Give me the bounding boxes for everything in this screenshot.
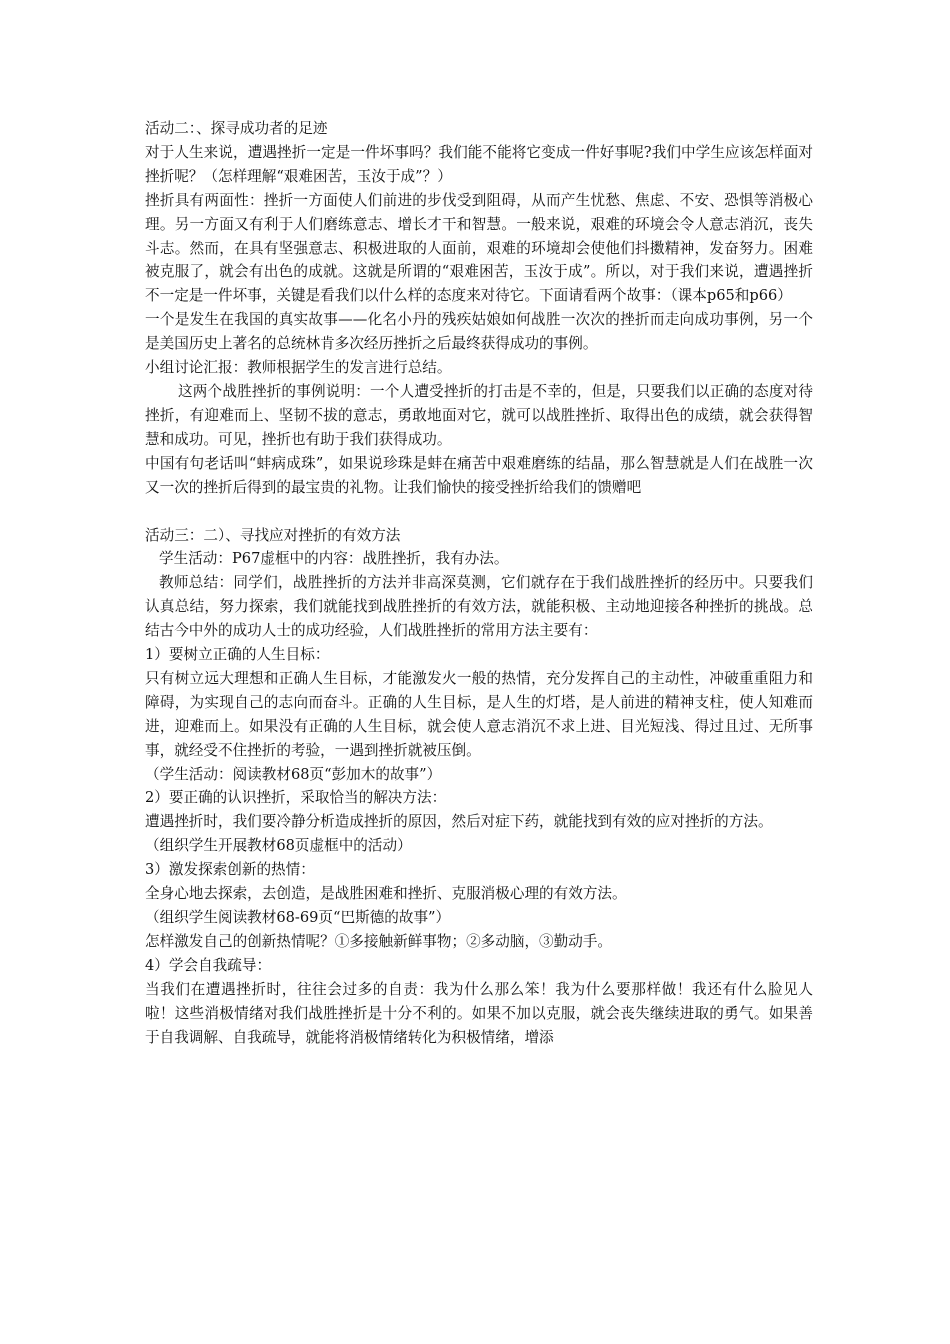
document-body bbox=[145, 117, 813, 1049]
method-4-heading: 4）学会自我疏导： bbox=[145, 956, 272, 974]
method-1-paragraph: 只有树立远大理想和正确人生目标，才能激发火一般的热情，充分发挥自己的主动性，冲破重重阻力和障碍，为实现自己的志向而奋斗。正确的人生目标，是人生的灯塔，是人前进的精神支柱，使人知难而进，迎难而上。如果没有正确的人生目标，就会使人意志消沉不求上进、目光短浅、得过且过、无所事事，就经受不住挫折的考验，一遇到挫折就被压倒。 bbox=[145, 669, 813, 759]
teacher-summary-paragraph: 教师总结：同学们，战胜挫折的方法并非高深莫测，它们就存在于我们战胜挫折的经历中。只要我们认真总结，努力探索，我们就能找到战胜挫折的有效方法，就能积极、主动地迎接各种挫折的挑战。总结古今中外的成功人士的成功经验，人们战胜挫折的常用方法主要有： bbox=[145, 574, 813, 640]
activity-three-heading: 活动三：二）、寻找应对挫折的有效方法 bbox=[145, 526, 401, 544]
group-discussion-line: 小组讨论汇报：教师根据学生的发言进行总结。 bbox=[145, 359, 452, 377]
method-3-activity-note: （组织学生阅读教材68-69页“巴斯德的故事”） bbox=[145, 909, 451, 926]
stories-summary-paragraph: 一个是发生在我国的真实故事——化名小丹的残疾姑娘如何战胜一次次的挫折而走向成功事例，另一个是美国历史上著名的总统林肯多次经历挫折之后最终获得成功的事例。 bbox=[145, 311, 813, 353]
activity-two-heading: 活动二：、探寻成功者的足迹 bbox=[145, 120, 328, 137]
intro-question-paragraph: 对于人生来说，遭遇挫折一定是一件坏事吗？我们能不能将它变成一件好事呢?我们中学生应该怎样面对挫折呢？（怎样理解“艰难困苦，玉汝于成”？） bbox=[145, 143, 813, 185]
proverb-paragraph: 中国有句老话叫“蚌病成珠”，如果说珍珠是蚌在痛苦中艰难磨练的结晶，那么智慧就是人们在战胜一次又一次的挫折后得到的最宝贵的礼物。让我们愉快的接受挫折给我们的馈赠吧 bbox=[145, 454, 813, 496]
method-2-paragraph: 遭遇挫折时，我们要冷静分析造成挫折的原因，然后对症下药，就能找到有效的应对挫折的方法。 bbox=[145, 813, 773, 831]
method-1-heading: 1）要树立正确的人生目标： bbox=[145, 646, 330, 664]
method-2-heading: 2）要正确的认识挫折，采取恰当的解决方法： bbox=[145, 789, 447, 807]
method-2-activity-note: （组织学生开展教材68页虚框中的活动） bbox=[145, 837, 412, 855]
method-3-paragraph: 全身心地去探索，去创造，是战胜困难和挫折、克服消极心理的有效方法。 bbox=[145, 885, 627, 903]
frustration-duality-paragraph: 挫折具有两面性：挫折一方面使人们前进的步伐受到阻碍，从而产生忧愁、焦虑、不安、恐惧等消极心理。另一方面又有利于人们磨练意志、增长才干和智慧。一般来说，艰难的环境会令人意志消沉，丧失斗志。然而，在具有坚强意志、积极进取的人面前，艰难的环境却会使他们抖擞精神，发奋努力。困难被克服了，就会有出色的成就。这就是所谓的“艰难困苦，玉汝于成”。所以，对于我们来说，遭遇挫折不一定是一件坏事，关键是看我们以什么样的态度来对待它。下面请看两个故事：（课本p65和p66） bbox=[145, 191, 813, 305]
method-3-heading: 3）激发探索创新的热情： bbox=[145, 861, 315, 879]
section-spacer bbox=[145, 500, 813, 524]
student-activity-line: 学生活动：P67虚框中的内容：战胜挫折，我有办法。 bbox=[159, 550, 509, 568]
stories-conclusion-paragraph: 这两个战胜挫折的事例说明：一个人遭受挫折的打击是不幸的，但是，只要我们以正确的态度对待挫折，有迎难而上、坚韧不拔的意志，勇敢地面对它，就可以战胜挫折、取得出色的成绩，就会获得智慧和成功。可见，挫折也有助于我们获得成功。 bbox=[145, 382, 813, 448]
method-3-tips-line: 怎样激发自己的创新热情呢？①多接触新鲜事物；②多动脑，③勤动手。 bbox=[145, 932, 613, 950]
method-1-activity-note: （学生活动：阅读教材68页“彭加木的故事”） bbox=[145, 765, 442, 783]
method-4-paragraph: 当我们在遭遇挫折时，往往会过多的自责：我为什么那么笨！我为什么要那样做！我还有什么脸见人啦！这些消极情绪对我们战胜挫折是十分不利的。如果不加以克服，就会丧失继续进取的勇气。如果善于自我调解、自我疏导，就能将消极情绪转化为积极情绪，增添 bbox=[145, 980, 813, 1046]
